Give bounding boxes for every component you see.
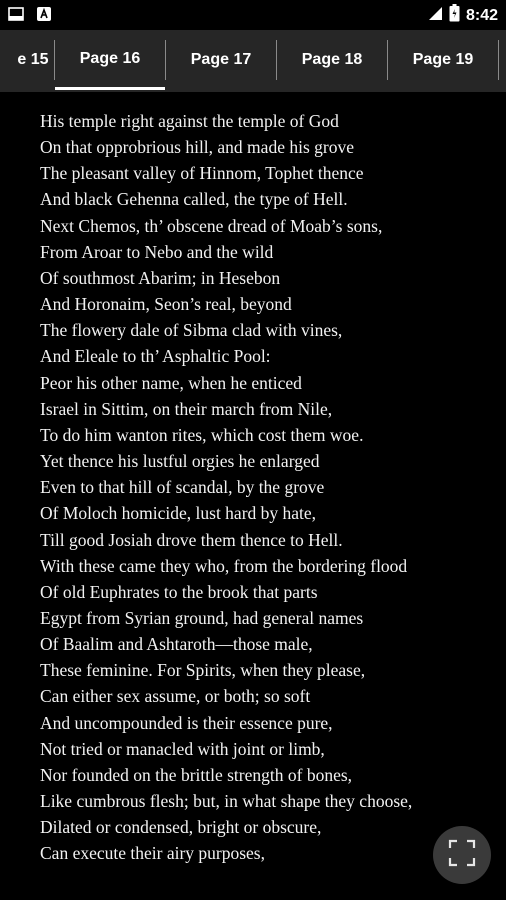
text-line: With these came they who, from the bordering flood bbox=[40, 555, 408, 576]
text-line: Can execute their airy purposes, bbox=[40, 843, 265, 864]
text-line: To do him wanton rites, which cost them woe. bbox=[40, 424, 364, 445]
text-line: Can either sex assume, or both; so soft bbox=[40, 686, 311, 707]
tab-page-19[interactable]: Page 19 bbox=[412, 51, 474, 68]
text-line: Egypt from Syrian ground, had general names bbox=[40, 607, 364, 628]
signal-icon bbox=[427, 5, 443, 26]
text-line: Even to that hill of scandal, by the grove bbox=[40, 477, 325, 498]
tab-page-15[interactable]: e 15 bbox=[17, 51, 49, 68]
poem-text bbox=[40, 108, 500, 867]
status-bar bbox=[0, 0, 506, 30]
text-line: Israel in Sittim, on their march from Nile, bbox=[40, 398, 333, 419]
text-line: Yet thence his lustful orgies he enlarged bbox=[40, 451, 320, 472]
fullscreen-button[interactable] bbox=[433, 826, 491, 884]
text-line: And Eleale to th’ Asphaltic Pool: bbox=[40, 346, 271, 367]
text-line: Peor his other name, when he enticed bbox=[40, 372, 302, 393]
battery-icon bbox=[449, 4, 460, 27]
text-line: And Horonaim, Seon’s real, beyond bbox=[40, 294, 292, 315]
status-left bbox=[8, 6, 52, 27]
text-line: Till good Josiah drove them thence to Hell. bbox=[40, 529, 343, 550]
page-tab-bar bbox=[0, 30, 506, 92]
tab-divider bbox=[498, 40, 499, 80]
text-line: And uncompounded is their essence pure, bbox=[40, 712, 333, 733]
text-line: Like cumbrous flesh; but, in what shape they choose, bbox=[40, 791, 413, 812]
text-line: Dilated or condensed, bright or obscure, bbox=[40, 817, 322, 838]
text-line: The flowery dale of Sibma clad with vines, bbox=[40, 320, 343, 341]
text-line: Nor founded on the brittle strength of bones, bbox=[40, 764, 353, 785]
status-right bbox=[427, 4, 498, 27]
text-line: From Aroar to Nebo and the wild bbox=[40, 241, 274, 262]
text-line: The pleasant valley of Hinnom, Tophet thence bbox=[40, 163, 364, 184]
text-line: On that opprobrious hill, and made his grove bbox=[40, 137, 354, 158]
notification-a-icon bbox=[36, 6, 52, 27]
text-line: Of old Euphrates to the brook that parts bbox=[40, 581, 318, 602]
text-line: Of Baalim and Ashtaroth—those male, bbox=[40, 634, 313, 655]
text-line: Of Moloch homicide, lust hard by hate, bbox=[40, 503, 317, 524]
text-line: Not tried or manacled with joint or limb, bbox=[40, 738, 325, 759]
tab-page-17[interactable]: Page 17 bbox=[190, 51, 252, 68]
text-line: His temple right against the temple of God bbox=[40, 111, 339, 131]
text-line: These feminine. For Spirits, when they please, bbox=[40, 660, 366, 681]
tab-page-18[interactable]: Page 18 bbox=[301, 51, 363, 68]
tab-page-16[interactable]: Page 16 bbox=[55, 30, 165, 90]
text-line: Of southmost Abarim; in Hesebon bbox=[40, 267, 281, 288]
fullscreen-icon bbox=[448, 839, 476, 872]
image-icon bbox=[8, 6, 24, 27]
text-line: And black Gehenna called, the type of Hell. bbox=[40, 189, 348, 210]
status-time: 8:42 bbox=[465, 6, 498, 24]
text-line: Next Chemos, th’ obscene dread of Moab’s sons, bbox=[40, 215, 383, 236]
